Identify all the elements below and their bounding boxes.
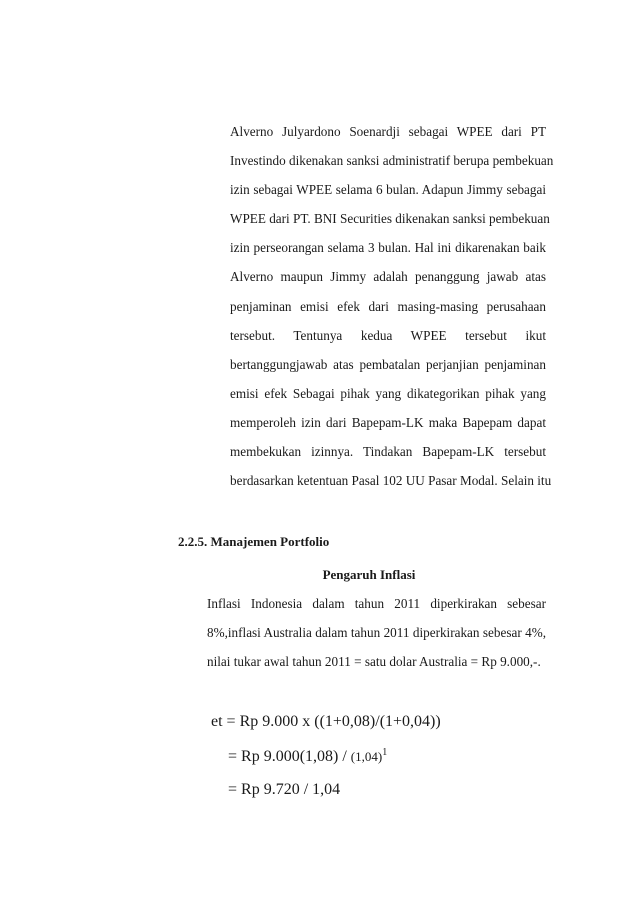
paragraph-line: membekukan izinnya. Tindakan Bapepam-LK tersebut [230, 444, 546, 460]
paragraph-line: memperoleh izin dari Bapepam-LK maka Bapepam dapat [230, 414, 546, 430]
equation-denominator: (1,04) [350, 749, 383, 764]
paragraph-line: penjaminan emisi efek dari masing-masing perusahaan [230, 298, 546, 314]
paragraph-line: bertanggungjawab atas pembatalan perjanjian penjaminan [230, 356, 546, 372]
paragraph-line: emisi efek Sebagai pihak yang dikategorikan pihak yang [230, 385, 546, 401]
paragraph-sanctions [230, 117, 554, 495]
paragraph-line: berdasarkan ketentuan Pasal 102 UU Pasar Modal. Selain itu [230, 473, 552, 489]
paragraph-line: WPEE dari PT. BNI Securities dikenakan sanksi pembekuan [230, 211, 550, 227]
equation-line-1: et = Rp 9.000 x ((1+0,08)/(1+0,04)) [211, 713, 441, 730]
equation-line-3: = Rp 9.720 / 1,04 [228, 781, 341, 798]
equation-line-2 [228, 746, 387, 768]
paragraph-line: Alverno maupun Jimmy adalah penanggung jawab atas [230, 269, 546, 285]
paragraph-line: Inflasi Indonesia dalam tahun 2011 diperkirakan sebesar [207, 596, 546, 611]
paragraph-line: 8%,inflasi Australia dalam tahun 2011 diperkirakan sebesar 4%, [207, 625, 546, 641]
paragraph-line: Investindo dikenakan sanksi administratif berupa pembekuan [230, 153, 554, 169]
equation-main: = Rp 9.000(1,08) / [228, 748, 351, 765]
paragraph-line: Alverno Julyardono Soenardji sebagai WPEE dari PT [230, 124, 546, 139]
subheading [0, 565, 638, 585]
paragraph-line: izin perseorangan selama 3 bulan. Hal ini dikarenakan baik [230, 240, 546, 256]
paragraph-line: nilai tukar awal tahun 2011 = satu dolar Australia = Rp 9.000,-. [207, 654, 541, 670]
paragraph-line: tersebut. Tentunya kedua WPEE tersebut ikut [230, 327, 546, 343]
equation-exponent: 1 [382, 747, 388, 758]
subheading-text: Pengaruh Inflasi [322, 567, 416, 582]
section-heading: 2.2.5. Manajemen Portfolio [178, 534, 330, 549]
paragraph-line: izin sebagai WPEE selama 6 bulan. Adapun Jimmy sebagai [230, 182, 546, 198]
paragraph-inflation [207, 589, 546, 676]
